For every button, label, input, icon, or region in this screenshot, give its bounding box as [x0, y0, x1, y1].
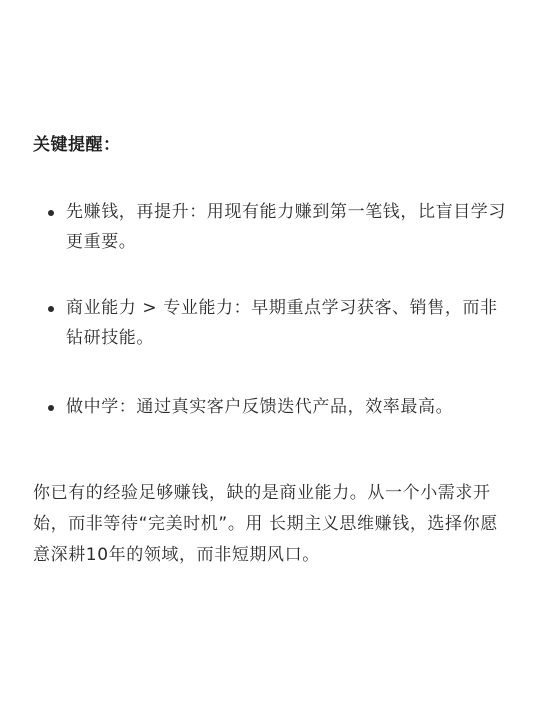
list-item-text: 先赚钱，再提升：用现有能力赚到第一笔钱，比盲目学习更重要。: [66, 202, 506, 252]
bullet-dot-icon: [48, 210, 54, 216]
list-item-text: 做中学：通过真实客户反馈迭代产品，效率最高。: [66, 397, 454, 417]
section-heading: 关键提醒：: [33, 135, 121, 155]
bullet-dot-icon: [48, 306, 54, 312]
list-item-text: 商业能力 > 专业能力：早期重点学习获客、销售，而非钻研技能。: [66, 298, 498, 348]
bullet-dot-icon: [48, 405, 54, 411]
summary-paragraph: 你已有的经验足够赚钱，缺的是商业能力。从一个小需求开始，而非等待“完美时机”。用 长期主义思维赚钱，选择你愿意深耕10年的领域，而非短期风口。: [33, 483, 498, 565]
